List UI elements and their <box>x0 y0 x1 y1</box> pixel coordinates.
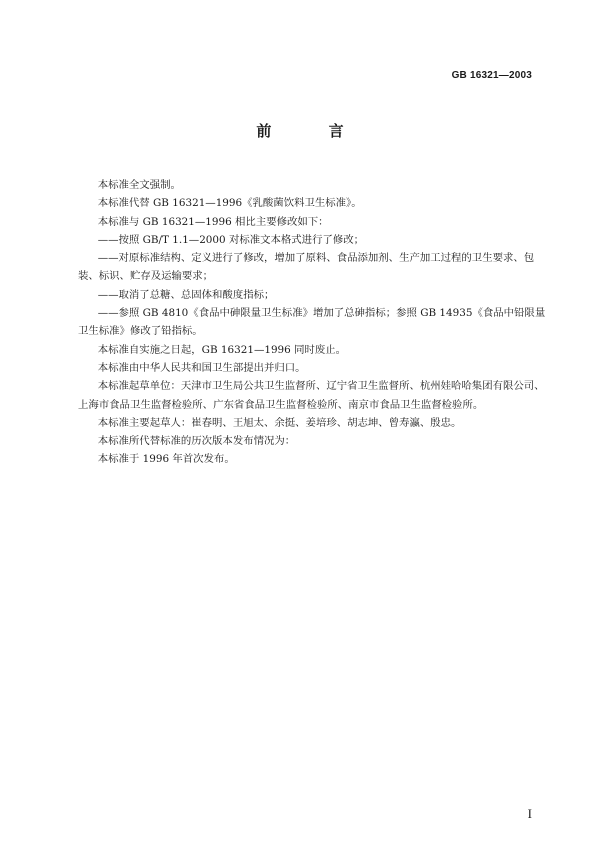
list-item-format: ——按照 GB/T 1.1—2000 对标准文本格式进行了修改； <box>97 233 365 246</box>
foreword-body <box>78 176 548 469</box>
paragraph-mandatory: 本标准全文强制。 <box>97 179 181 191</box>
list-item-removed-indices: ——取消了总糖、总固体和酸度指标； <box>97 288 275 301</box>
page-title: 前 言 <box>256 122 370 140</box>
page-number: I <box>527 806 532 821</box>
paragraph-drafters: 本标准主要起草人：崔春明、王旭太、余挺、姜培珍、胡志坤、曾寿瀛、殷忠。 <box>97 416 462 429</box>
paragraph-version-history: 本标准所代替标准的历次版本发布情况为： <box>97 435 296 448</box>
list-item-structure: ——对原标准结构、定义进行了修改，增加了原料、食品添加剂、生产加工过程的卫生要求、包装、标识、贮存及运输要求； <box>78 252 535 283</box>
paragraph-first-release: 本标准于 1996 年首次发布。 <box>97 453 235 466</box>
paragraph-proposed-by: 本标准由中华人民共和国卫生部提出并归口。 <box>97 361 306 374</box>
list-item-arsenic-lead: ——参照 GB 4810《食品中砷限量卫生标准》增加了总砷指标；参照 GB 14935《食品中铅限量卫生标准》修改了铅指标。 <box>78 307 546 338</box>
paragraph-changes-intro: 本标准与 GB 16321—1996 相比主要修改如下： <box>97 215 329 228</box>
paragraph-replaces: 本标准代替 GB 16321—1996《乳酸菌饮料卫生标准》。 <box>97 197 362 210</box>
paragraph-drafting-units: 本标准起草单位：天津市卫生局公共卫生监督所、辽宁省卫生监督所、杭州娃哈哈集团有限公司、上海市食品卫生监督检验所、广东省食品卫生监督检验所、南京市食品卫生监督检验所。 <box>78 380 545 411</box>
standard-code: GB 16321—2003 <box>451 70 532 81</box>
paragraph-abolished: 本标准自实施之日起，GB 16321—1996 同时废止。 <box>97 343 347 356</box>
